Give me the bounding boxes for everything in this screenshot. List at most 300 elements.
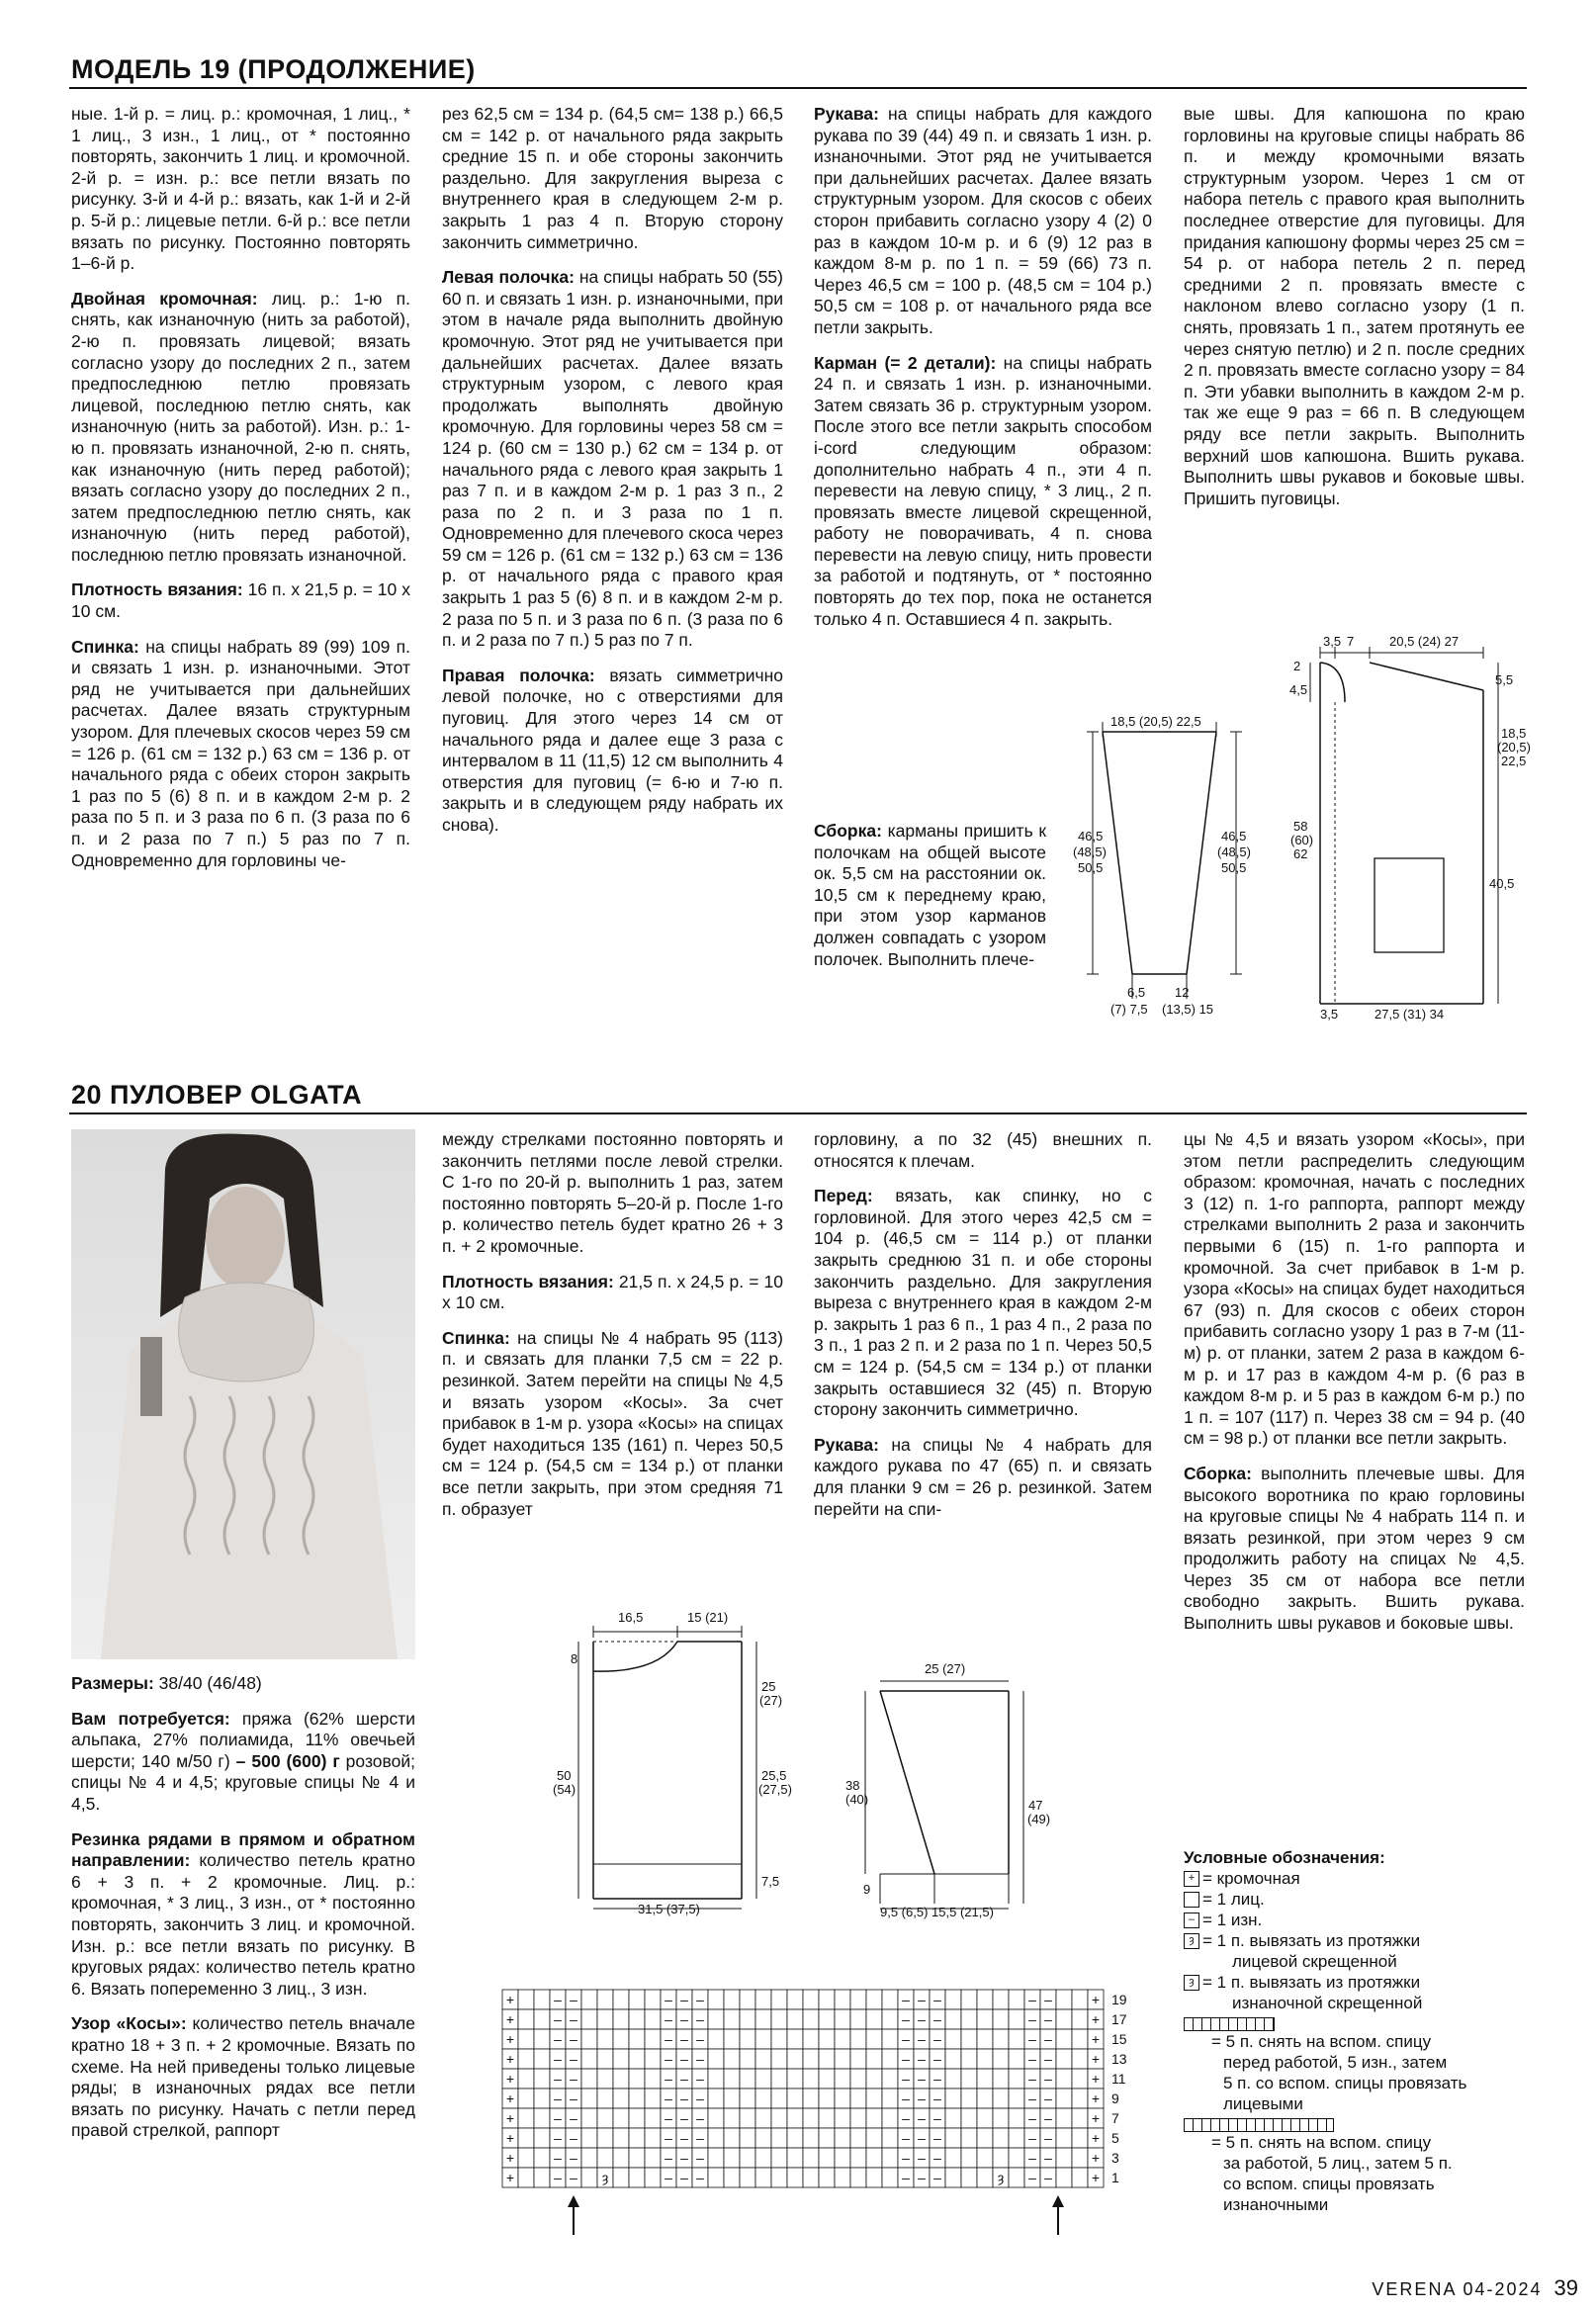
dim-label: (7) 7,5 bbox=[1110, 1002, 1148, 1017]
dim-label: 12 bbox=[1175, 985, 1190, 1000]
chart-cell bbox=[724, 2029, 740, 2049]
legend-item bbox=[1184, 2013, 1525, 2031]
legend-text: = 1 изн. bbox=[1202, 1911, 1263, 1929]
chart-cell bbox=[945, 2108, 961, 2128]
chart-symbol: – bbox=[665, 2130, 672, 2146]
chart-symbol: – bbox=[696, 2091, 704, 2106]
chart-symbol: – bbox=[680, 2150, 688, 2166]
heading: Левая полочка: bbox=[442, 267, 575, 288]
chart-symbol: – bbox=[665, 2091, 672, 2106]
row-label: 1 bbox=[1111, 2170, 1119, 2185]
chart-cell bbox=[1072, 2029, 1088, 2049]
chart-cell bbox=[724, 2148, 740, 2168]
legend-text: = 1 п. вывязать из протяжки bbox=[1202, 1931, 1421, 1950]
chart-symbol: – bbox=[696, 2130, 704, 2146]
dim-label: 15 (21) bbox=[687, 1610, 729, 1625]
dim-label: 31,5 (37,5) bbox=[638, 1902, 700, 1916]
chart-cell bbox=[597, 2029, 613, 2049]
chart-symbol: – bbox=[933, 2130, 941, 2146]
chart-cell bbox=[977, 1990, 993, 2009]
chart-cell bbox=[819, 2009, 835, 2029]
chart-cell bbox=[581, 1990, 597, 2009]
chart-cell bbox=[1009, 2069, 1024, 2089]
chart-symbol: – bbox=[1044, 2110, 1052, 2126]
chart-symbol: – bbox=[933, 2051, 941, 2067]
chart-cell bbox=[866, 1990, 882, 2009]
chart-cell bbox=[740, 2168, 755, 2187]
chart-cell bbox=[708, 2148, 724, 2168]
chart-cell bbox=[1009, 2128, 1024, 2148]
chart-cell bbox=[708, 2029, 724, 2049]
purl-icon: – bbox=[1184, 1913, 1199, 1928]
chart-symbol: – bbox=[1028, 2110, 1036, 2126]
chart-cell bbox=[787, 2029, 803, 2049]
chart-cell bbox=[534, 2108, 550, 2128]
paragraph: пряжа (62% шерсти альпака, 27% полиамида, 11% овечьей шерсти; 140 м/50 г) bbox=[71, 1708, 415, 1771]
chart-cell bbox=[629, 2128, 645, 2148]
chart-symbol: – bbox=[570, 2091, 577, 2106]
chart-symbol: – bbox=[902, 2091, 910, 2106]
legend-item bbox=[1184, 1930, 1525, 1972]
dim-label: 8 bbox=[571, 1651, 578, 1666]
chart-cell bbox=[724, 2168, 740, 2187]
dim-label: (54) bbox=[553, 1782, 576, 1797]
chart-symbol: – bbox=[1028, 2031, 1036, 2047]
chart-cell bbox=[724, 2049, 740, 2069]
chart-cell bbox=[645, 2069, 661, 2089]
chart-cell bbox=[1056, 2009, 1072, 2029]
paragraph: вязать симметрично левой полочке, но с отверстиями для пуговиц. Для этого через 14 см от начального ряда и далее еще 3 раза с интервалом в 11 (11,5) 12 см выполнить 4 отверстия для пуговиц (= 6-ю и 7-ю п. закрыть и в следующем ряду набрать их снова). bbox=[442, 665, 783, 835]
paragraph: количество петель вначале кратно 18 + 3 п. + 2 кромочные. Вязать по схеме. На ней приведены только лицевые ряды; в изнаночных рядах все петли вязать по рисунку. Начать с петли перед правой стрелкой, раппорт bbox=[71, 2013, 415, 2141]
chart-symbol: – bbox=[1044, 2150, 1052, 2166]
chart-symbol: – bbox=[1028, 2071, 1036, 2087]
paragraph: на спицы набрать 89 (99) 109 п. и связать 1 изн. р. изнаночными. Этот ряд не учитывается при дальнейших расчетах. Далее вязать структурным узором. Для плечевых скосов через 59 см = 126 р. (61 см = 132 р.) 63 см = 136 р. от начального ряда с обеих сторон закрыть 1 раз по 5 (6) 8 п. и в каждом 2-м р. 2 раза по 5 п. и 3 раза по 6 п. (3 раза по 6 п. и 2 раза по 7 п.) 5 раз по 7 п. Одновременно для горловины че- bbox=[71, 636, 410, 870]
chart-cell bbox=[597, 2089, 613, 2108]
chart-symbol: – bbox=[933, 2011, 941, 2027]
chart-cell bbox=[740, 2089, 755, 2108]
dim-label: (60) bbox=[1290, 833, 1314, 847]
chart-cell bbox=[1056, 1990, 1072, 2009]
chart-cell bbox=[961, 1990, 977, 2009]
chart-cell bbox=[945, 2148, 961, 2168]
dim-label: 22,5 bbox=[1501, 754, 1527, 768]
chart-cell bbox=[597, 2128, 613, 2148]
chart-cell bbox=[835, 2029, 850, 2049]
chart-cell bbox=[882, 1990, 898, 2009]
column-1 bbox=[71, 1673, 415, 2156]
sleeve-diagram bbox=[1073, 702, 1261, 1023]
chart-cell bbox=[629, 2089, 645, 2108]
paragraph: карманы пришить к полочкам на общей высоте ок. 5,5 см на расстоянии ок. 10,5 см к переднему краю, при этом узор карманов должен совпадать с узором полочек. Выполнить плече- bbox=[814, 821, 1046, 969]
chart-symbol: – bbox=[918, 2130, 926, 2146]
chart-cell bbox=[534, 2128, 550, 2148]
dim-label: 27,5 (31) 34 bbox=[1374, 1007, 1445, 1022]
chart-symbol: – bbox=[665, 2150, 672, 2166]
chart-symbol: – bbox=[1028, 2130, 1036, 2146]
legend-text: изнаночными bbox=[1223, 2195, 1329, 2214]
chart-symbol: – bbox=[918, 2091, 926, 2106]
legend-item bbox=[1184, 1868, 1525, 1889]
chart-cell bbox=[534, 1990, 550, 2009]
chart-cell bbox=[819, 2029, 835, 2049]
legend-title: Условные обозначения: bbox=[1184, 1848, 1385, 1867]
chart-cell bbox=[708, 2089, 724, 2108]
paragraph: 16 п. х 21,5 р. = 10 х 10 см. bbox=[71, 579, 410, 622]
chart-symbol: – bbox=[933, 2031, 941, 2047]
chart-cell bbox=[740, 1990, 755, 2009]
chart-cell bbox=[613, 2049, 629, 2069]
chart-cell bbox=[850, 1990, 866, 2009]
chart-cell bbox=[787, 2049, 803, 2069]
chart-symbol: – bbox=[902, 2170, 910, 2185]
dim-label: 47 bbox=[1028, 1798, 1043, 1813]
chart-cell bbox=[882, 2148, 898, 2168]
chart-symbol: – bbox=[554, 2130, 562, 2146]
chart-symbol: – bbox=[696, 2150, 704, 2166]
paragraph: на спицы набрать 50 (55) 60 п. и связать 1 изн. р. изнаночными, при этом в начале ряда выполнить двойную кромочную. Этот ряд не учитывается при дальнейших расчетах. Далее вязать структурным узором, с левого края продолжать выполнять двойную кромочную. Для горловины через 58 см = 124 р. (60 см = 130 р.) 62 см = 134 р. от начального ряда с левого края закрыть 1 раз 7 п. и в каждом 2-м р. 1 раз 3 п., 2 раза по 2 п. и 3 раза по 1 п. Одновременно для плечевого скоса через 59 см = 126 р. (61 см = 132 р.) 63 см = 136 р. от начального ряда с правого края закрыть 1 раз 5 (6) 8 п. и в каждом 2-м р. 2 раза по 5 п. и 3 раза по 6 п. (3 раза по 6 п. и 2 раза по 7 п.) 5 раз по 7 п. bbox=[442, 267, 783, 651]
dim-label: 50,5 bbox=[1078, 860, 1104, 875]
chart-cell bbox=[581, 2128, 597, 2148]
column-2 bbox=[442, 104, 783, 850]
column-3 bbox=[814, 1129, 1152, 1534]
heading: Плотность вязания: bbox=[71, 579, 243, 600]
chart-cell bbox=[740, 2108, 755, 2128]
chart-cell bbox=[835, 2168, 850, 2187]
chart-cell bbox=[613, 1990, 629, 2009]
chart-cell bbox=[945, 2009, 961, 2029]
chart-cell bbox=[629, 2009, 645, 2029]
dim-label: 2 bbox=[1293, 659, 1301, 673]
dim-label: (13,5) 15 bbox=[1162, 1002, 1214, 1017]
row-label: 19 bbox=[1111, 1992, 1127, 2007]
chart-cell bbox=[597, 2049, 613, 2069]
chart-cell bbox=[629, 1990, 645, 2009]
heading: Правая полочка: bbox=[442, 665, 595, 685]
paragraph: 21,5 п. х 24,5 р. = 10 х 10 см. bbox=[442, 1271, 783, 1313]
chart-cell bbox=[1009, 1990, 1024, 2009]
chart-symbol: – bbox=[1044, 1992, 1052, 2007]
page-footer bbox=[1372, 2275, 1578, 2301]
heading: Карман (= 2 детали): bbox=[814, 352, 997, 373]
chart-cell bbox=[835, 2069, 850, 2089]
chart-symbol: – bbox=[570, 2130, 577, 2146]
chart-cell bbox=[819, 2049, 835, 2069]
dim-label: (40) bbox=[845, 1792, 869, 1807]
chart-cell bbox=[708, 2049, 724, 2069]
chart-cell bbox=[613, 2108, 629, 2128]
chart-cell bbox=[708, 2168, 724, 2187]
sleeve-diagram-2 bbox=[845, 1651, 1063, 1918]
chart-cell bbox=[866, 2049, 882, 2069]
dim-label: 7 bbox=[1347, 634, 1355, 649]
chart-symbol: – bbox=[918, 2051, 926, 2067]
chart-cell bbox=[581, 2069, 597, 2089]
heading: Спинка: bbox=[442, 1327, 510, 1348]
yarn-amount: – 500 (600) г bbox=[235, 1750, 340, 1771]
chart-symbol: – bbox=[933, 2110, 941, 2126]
chart-cell bbox=[613, 2128, 629, 2148]
chart-symbol: – bbox=[902, 2130, 910, 2146]
chart-cell bbox=[1009, 2009, 1024, 2029]
heading: Двойная кромочная: bbox=[71, 288, 258, 309]
dim-label: 9 bbox=[863, 1882, 871, 1897]
chart-cell bbox=[581, 2009, 597, 2029]
chart-cell bbox=[581, 2148, 597, 2168]
twisted-knit-icon: ȝ bbox=[1184, 1933, 1199, 1949]
chart-cell bbox=[977, 2128, 993, 2148]
chart-cell bbox=[945, 2069, 961, 2089]
chart-cell bbox=[518, 2168, 534, 2187]
heading: Плотность вязания: bbox=[442, 1271, 614, 1291]
edge-stitch-icon: + bbox=[1184, 1871, 1199, 1887]
dim-label: 6,5 bbox=[1127, 985, 1146, 1000]
chart-symbol: + bbox=[505, 2091, 515, 2106]
chart-symbol: – bbox=[680, 2130, 688, 2146]
chart-cell bbox=[629, 2108, 645, 2128]
row-label: 3 bbox=[1111, 2150, 1119, 2166]
chart-symbol: – bbox=[665, 2071, 672, 2087]
chart-cell bbox=[740, 2148, 755, 2168]
chart-symbol: – bbox=[1028, 1992, 1036, 2007]
chart-symbol: + bbox=[1091, 1992, 1101, 2007]
chart-cell bbox=[787, 2148, 803, 2168]
chart-cell bbox=[977, 2049, 993, 2069]
chart-cell bbox=[787, 2108, 803, 2128]
chart-cell bbox=[534, 2069, 550, 2089]
chart-cell bbox=[882, 2069, 898, 2089]
column-3 bbox=[814, 104, 1152, 644]
chart-symbol: – bbox=[902, 1992, 910, 2007]
chart-cell bbox=[787, 2128, 803, 2148]
chart-cell bbox=[1072, 2049, 1088, 2069]
chart-symbol: – bbox=[918, 2150, 926, 2166]
heading: Рукава: bbox=[814, 1434, 879, 1455]
chart-cell bbox=[850, 2108, 866, 2128]
chart-symbol: + bbox=[505, 2071, 515, 2087]
legend bbox=[1184, 1847, 1525, 2215]
chart-cell bbox=[613, 2029, 629, 2049]
chart-cell bbox=[581, 2108, 597, 2128]
chart-symbol: – bbox=[680, 2071, 688, 2087]
arrow-right bbox=[568, 2195, 579, 2235]
chart-cell bbox=[645, 2009, 661, 2029]
chart-symbol: – bbox=[665, 2051, 672, 2067]
chart-cell bbox=[850, 2029, 866, 2049]
heading: Сборка: bbox=[814, 821, 882, 841]
chart-symbol: + bbox=[1091, 2011, 1101, 2027]
chart-cell bbox=[724, 1990, 740, 2009]
legend-item bbox=[1184, 1972, 1525, 2013]
chart-symbol: – bbox=[554, 2091, 562, 2106]
chart-cell bbox=[534, 2049, 550, 2069]
chart-cell bbox=[993, 2049, 1009, 2069]
chart-cell bbox=[819, 2128, 835, 2148]
chart-cell bbox=[850, 2089, 866, 2108]
chart-cell bbox=[518, 2128, 534, 2148]
chart-cell bbox=[787, 2009, 803, 2029]
chart-cell bbox=[771, 2029, 787, 2049]
dim-label: 9,5 (6,5) 15,5 (21,5) bbox=[880, 1905, 994, 1919]
chart-symbol: – bbox=[665, 2011, 672, 2027]
chart-cell bbox=[755, 2089, 771, 2108]
chart-cell bbox=[961, 2009, 977, 2029]
chart-cell bbox=[1072, 1990, 1088, 2009]
chart-cell bbox=[1072, 2089, 1088, 2108]
chart-cell bbox=[1056, 2128, 1072, 2148]
chart-symbol: – bbox=[665, 2110, 672, 2126]
chart-symbol: + bbox=[1091, 2031, 1101, 2047]
dim-label: 5,5 bbox=[1495, 672, 1514, 687]
dim-label: 40,5 bbox=[1489, 876, 1515, 891]
heading: Перед: bbox=[814, 1186, 873, 1206]
chart-cell bbox=[518, 2108, 534, 2128]
chart-symbol: – bbox=[554, 2110, 562, 2126]
chart-cell bbox=[771, 2009, 787, 2029]
chart-cell bbox=[961, 2089, 977, 2108]
chart-cell bbox=[819, 2108, 835, 2128]
chart-cell bbox=[740, 2009, 755, 2029]
paragraph: розовой; спицы № 4 и 4,5; круговые спицы № 4 и 4,5. bbox=[71, 1750, 415, 1814]
chart-cell bbox=[1072, 2108, 1088, 2128]
chart-symbol: – bbox=[554, 2031, 562, 2047]
knitting-chart bbox=[494, 1988, 1127, 2240]
chart-symbol: – bbox=[1028, 2051, 1036, 2067]
chart-symbol: – bbox=[680, 2091, 688, 2106]
cable-back-icon bbox=[1184, 2118, 1334, 2132]
paragraph: вязать, как спинку, но с горловиной. Для этого через 42,5 см = 104 р. (46,5 см = 114 р.) от планки закрыть среднюю 31 п. и обе стороны закончить раздельно. Для закругления выреза с внутреннего края в каждом 2-м р. закрыть 1 раз 6 п., 1 раз 4 п., 2 раза по 3 п., 1 раз 2 п. и 2 раза по 1 п. Через 50,5 см = 124 р. (54,5 см = 134 р.) от планки закрыть оставшиеся 32 (45) п. Вторую сторону закончить симметрично. bbox=[814, 1186, 1152, 1420]
front-diagram bbox=[1276, 633, 1531, 1023]
chart-cell bbox=[819, 2168, 835, 2187]
chart-cell bbox=[613, 2089, 629, 2108]
chart-symbol: – bbox=[918, 2110, 926, 2126]
chart-cell bbox=[850, 2009, 866, 2029]
chart-cell bbox=[755, 2148, 771, 2168]
heading: Размеры: bbox=[71, 1673, 154, 1693]
chart-symbol: – bbox=[680, 2110, 688, 2126]
chart-cell bbox=[1056, 2069, 1072, 2089]
paragraph: ные. 1-й р. = лиц. р.: кромочная, 1 лиц., * 1 лиц., 3 изн., 1 лиц., от * постоянно повторять, закончить 1 лиц. и кромочной. 2-й р. = изн. р.: все петли вязать по рисунку. 3-й и 4-й р.: вязать, как 1-й и 2-й р. 5-й р.: лицевые петли. 6-й р.: все петли вязать по рисунку. Постоянно повторять 1–6-й р. bbox=[71, 104, 410, 274]
chart-cell bbox=[755, 2128, 771, 2148]
chart-symbol: – bbox=[554, 2071, 562, 2087]
chart-cell bbox=[534, 2148, 550, 2168]
chart-cell bbox=[581, 2089, 597, 2108]
chart-cell bbox=[819, 2148, 835, 2168]
chart-cell bbox=[1072, 2128, 1088, 2148]
chart-cell bbox=[771, 1990, 787, 2009]
chart-cell bbox=[708, 2108, 724, 2128]
section-rule bbox=[69, 1112, 1527, 1114]
dim-label: 18,5 bbox=[1501, 726, 1527, 741]
chart-cell bbox=[629, 2069, 645, 2089]
chart-cell bbox=[755, 2029, 771, 2049]
chart-cell bbox=[850, 2148, 866, 2168]
legend-text: = 5 п. снять на вспом. спицу bbox=[1211, 2133, 1432, 2152]
chart-cell bbox=[613, 2009, 629, 2029]
chart-cell bbox=[518, 2089, 534, 2108]
knit-icon bbox=[1184, 1892, 1199, 1908]
chart-cell bbox=[534, 2089, 550, 2108]
paragraph: между стрелками постоянно повторять и закончить петлями после левой стрелки. С 1-го по 20-й р. выполнить 1 раз, затем постоянно повторять 5–20-й р. После 1-го р. количество петель будет кратно 26 + 3 п. + 2 кромочные. bbox=[442, 1129, 783, 1256]
chart-cell bbox=[597, 1990, 613, 2009]
arrow-left bbox=[1052, 2195, 1064, 2235]
chart-symbol: – bbox=[918, 2170, 926, 2185]
chart-symbol: – bbox=[1044, 2051, 1052, 2067]
heading: Вам потребуется: bbox=[71, 1708, 230, 1729]
chart-cell bbox=[819, 1990, 835, 2009]
chart-cell bbox=[819, 2089, 835, 2108]
chart-cell bbox=[1009, 2168, 1024, 2187]
chart-cell bbox=[1072, 2009, 1088, 2029]
chart-cell bbox=[755, 2069, 771, 2089]
chart-cell bbox=[1072, 2148, 1088, 2168]
paragraph: на спицы № 4 набрать для каждого рукава по 47 (65) п. и связать для планки 9 см = 26 р. резинкой. Затем перейти на спи- bbox=[814, 1434, 1152, 1519]
paragraph: лиц. р.: 1-ю п. снять, как изнаночную (нить за работой), 2-ю п. провязать лицевой; вязать согласно узору до последних 2 п., затем предпоследнюю петлю провязать лицевой, последнюю петлю снять, как изнаночную (нить за работой). Изн. р.: 1-ю п. провязать изнаночной, 2-ю п. снять, как изнаночную (нить перед работой); вязать согласно узору до последних 2 п., затем предпоследнюю петлю снять, как изнаночную (нить перед работой), последнюю петлю провязать изнаночной. bbox=[71, 288, 410, 565]
chart-symbol: + bbox=[505, 1992, 515, 2007]
chart-cell bbox=[708, 2128, 724, 2148]
chart-cell bbox=[866, 2029, 882, 2049]
paragraph: выполнить плечевые швы. Для высокого воротника по краю горловины на круговые спицы № 4 набрать 114 п. и вязать резинкой, при этом через 9 см продолжить работу на спицах № 4,5. Через 35 см от набора все петли свободно закрыть. Вшить рукава. Выполнить швы рукавов и боковые швы. bbox=[1184, 1463, 1525, 1634]
chart-cell bbox=[803, 2009, 819, 2029]
chart-symbol: – bbox=[918, 1992, 926, 2007]
row-label: 11 bbox=[1111, 2071, 1126, 2087]
paragraph: вые швы. Для капюшона по краю горловины на круговые спицы набрать 86 п. и между кромочными вязать структурным узором. Через 1 см от набора петель с правого края выполнить последнее отверстие для пуговицы. Для придания капюшону формы через 25 см = 54 р. от набора петель 2 п. перед средними 2 п. провязать вместе с наклоном влево согласно узору (1 п. снять, провязать 1 п., затем протянуть ее через снятую петлю) и 2 п. после средних 2 п. провязать вместе согласно узору = 84 п. Эти убавки выполнить в каждом 2-м р. так же еще 9 раз = 66 п. В следующем ряду все петли закрыть. Выполнить верхний шов капюшона. Вшить рукава. Выполнить швы рукавов и боковые швы. Пришить пуговицы. bbox=[1184, 104, 1525, 508]
chart-symbol: – bbox=[680, 2031, 688, 2047]
cable-front-icon bbox=[1184, 2017, 1275, 2031]
chart-cell bbox=[993, 2069, 1009, 2089]
chart-symbol: + bbox=[1091, 2130, 1101, 2146]
chart-cell bbox=[850, 2168, 866, 2187]
chart-cell bbox=[534, 2168, 550, 2187]
chart-symbol: – bbox=[696, 2051, 704, 2067]
legend-text: 5 п. со вспом. спицы провязать bbox=[1223, 2074, 1467, 2092]
chart-cell bbox=[882, 2168, 898, 2187]
chart-symbol: – bbox=[918, 2071, 926, 2087]
chart-symbol: – bbox=[680, 2051, 688, 2067]
chart-cell bbox=[819, 2069, 835, 2089]
chart-cell bbox=[803, 2128, 819, 2148]
chart-cell bbox=[581, 2168, 597, 2187]
chart-cell bbox=[597, 2148, 613, 2168]
paragraph: на спицы набрать для каждого рукава по 39 (44) 49 п. и связать 1 изн. р. изнаночными. Этот ряд не учитывается при дальнейших расчетах. Далее вязать структурным узором. Для скосов с обеих сторон прибавить согласно узору 4 (2) 0 раз в каждом 10-м р. и 6 (9) 12 раз в каждом 8-м р. по 1 п. = 59 (66) 73 п. Через 46,5 см = 100 р. (48,5 см = 104 р.) 50,5 см = 108 р. от начального ряда все петли закрыть. bbox=[814, 104, 1152, 337]
chart-symbol: – bbox=[696, 2170, 704, 2185]
legend-text: = 5 п. снять на вспом. спицу bbox=[1211, 2032, 1432, 2051]
chart-cell bbox=[518, 2029, 534, 2049]
paragraph: на спицы набрать 24 п. и связать 1 изн. р. изнаночными. Затем связать 36 р. структурным узором. После этого все петли закрыть способом i-cord следующим образом: дополнительно набрать 4 п., эти 4 п. перевести на левую спицу, * 3 лиц., 2 п. провязать вместе лицевой скрещенной, работу не поворачивать, 4 п. снова перевести на левую спицу, нить провести за работой и подтянуть, от * постоянно повторять до тех пор, пока не останется только 4 п. Оставшиеся 4 п. закрыть. bbox=[814, 352, 1152, 629]
paragraph: количество петель кратно 6 + 3 п. + 2 кромочные. Лиц. р.: кромочная, * 3 лиц., 3 изн., от * постоянно повторять, закончить 3 лиц. и кромочной. Изн. р.: все петли вязать по рисунку. В круговых рядах: количество петель кратно 6. Вязать попеременно 3 лиц., 3 изн. bbox=[71, 1850, 415, 1999]
chart-cell bbox=[518, 2049, 534, 2069]
chart-cell bbox=[945, 1990, 961, 2009]
chart-cell bbox=[977, 2009, 993, 2029]
chart-cell bbox=[771, 2128, 787, 2148]
chart-cell bbox=[629, 2168, 645, 2187]
chart-symbol: + bbox=[1091, 2091, 1101, 2106]
section-rule bbox=[69, 87, 1527, 89]
chart-cell bbox=[581, 2049, 597, 2069]
heading: Рукава: bbox=[814, 104, 879, 124]
chart-symbol: – bbox=[665, 2031, 672, 2047]
chart-cell bbox=[977, 2089, 993, 2108]
dim-label: (27,5) bbox=[758, 1782, 792, 1797]
chart-cell bbox=[1009, 2089, 1024, 2108]
chart-cell bbox=[755, 2049, 771, 2069]
dim-label: (27) bbox=[759, 1693, 783, 1708]
chart-cell bbox=[866, 2168, 882, 2187]
chart-cell bbox=[613, 2069, 629, 2089]
chart-cell bbox=[945, 2089, 961, 2108]
dim-label: 3,5 bbox=[1320, 1007, 1339, 1022]
chart-cell bbox=[882, 2009, 898, 2029]
dim-label: (49) bbox=[1027, 1812, 1051, 1826]
